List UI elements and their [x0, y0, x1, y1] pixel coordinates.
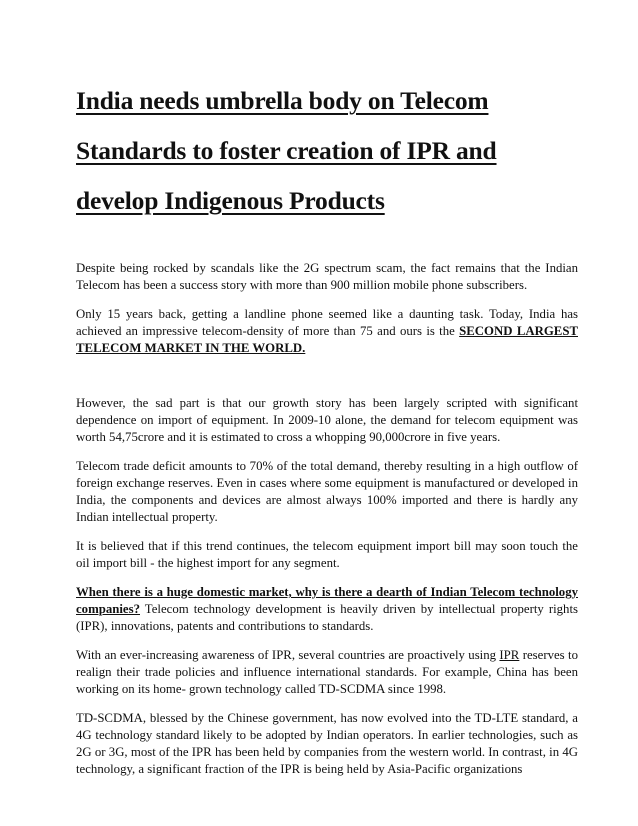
title-line-2: Standards to foster creation of IPR and — [76, 136, 497, 165]
paragraph-2-text: Only 15 years back, getting a landline phone seemed like a daunting task. Today, India has achieved an impressive telecom-density of more than 75 and ours is the — [76, 307, 578, 338]
paragraph-7 — [76, 647, 578, 698]
paragraph-7-text-a: With an ever-increasing awareness of IPR, several countries are proactively using — [76, 648, 500, 662]
paragraph-2-emphasis: SECOND LARGEST TELECOM MARKET IN THE WORLD. — [76, 324, 578, 355]
paragraph-6-heading: When there is a huge domestic market, why is there a dearth of Indian Telecom technology companies? — [76, 585, 578, 616]
paragraph-3: However, the sad part is that our growth story has been largely scripted with significant dependence on import of equipment. In 2009-10 alone, the demand for telecom equipment was worth 54,75crore and it is estimated to cross a whopping 90,000crore in five years. — [76, 396, 578, 444]
paragraph-4: Telecom trade deficit amounts to 70% of the total demand, thereby resulting in a high outflow of foreign exchange reserves. Even in cases where some equipment is manufactured or developed in India, the components and devices are almost always 100% imported and there is hardly any Indian intellectual property. — [76, 459, 578, 524]
paragraph-2 — [76, 306, 578, 357]
paragraph-1: Despite being rocked by scandals like the 2G spectrum scam, the fact remains that the Indian Telecom has been a success story with more than 900 million mobile phone subscribers. — [76, 261, 578, 292]
document-title — [76, 76, 578, 226]
paragraph-7-text-b: reserves to realign their trade policies and influence international standards. For example, China has been working on its home- grown technology called TD-SCDMA since 1998. — [76, 648, 578, 696]
paragraph-8: TD-SCDMA, blessed by the Chinese government, has now evolved into the TD-LTE standard, a 4G technology standard likely to be adopted by Indian operators. In earlier technologies, such as 2G or 3G, most of the IPR has been held by companies from the western world. In contrast, in 4G technology, a significant fraction of the IPR is being held by Asia-Pacific organizations — [76, 711, 578, 776]
title-line-1: India needs umbrella body on Telecom — [76, 86, 489, 115]
paragraph-6-text: Telecom technology development is heavily driven by intellectual property rights (IPR), innovations, patents and contributions to standards. — [76, 602, 578, 633]
ipr-link[interactable]: IPR — [499, 648, 520, 662]
document-body — [76, 260, 578, 778]
paragraph-5: It is believed that if this trend continues, the telecom equipment import bill may soon touch the oil import bill - the highest import for any segment. — [76, 539, 578, 570]
paragraph-6 — [76, 584, 578, 635]
title-line-3: develop Indigenous Products — [76, 186, 385, 215]
